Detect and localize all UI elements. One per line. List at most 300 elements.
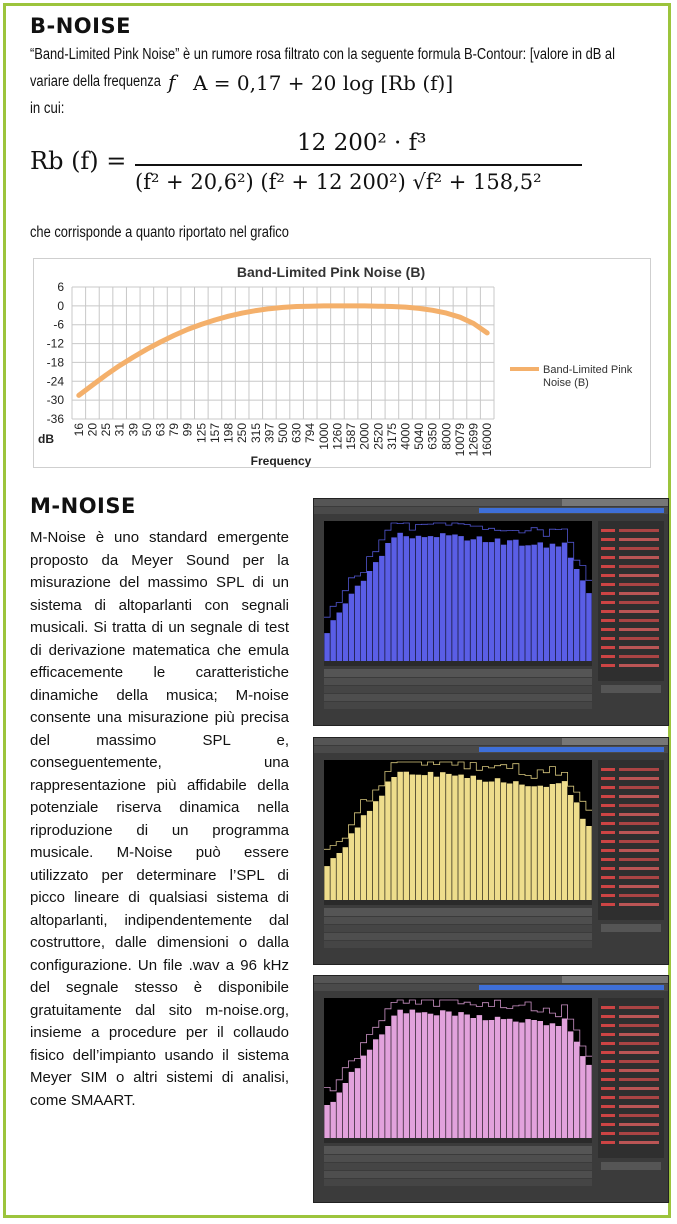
spectrum-bar [397, 1010, 403, 1138]
spectrum-bar [507, 540, 513, 661]
y-tick-label: -36 [46, 412, 64, 426]
side-panel-value [601, 565, 615, 568]
analyzer-screenshot-blue [313, 498, 669, 726]
x-tick-label: 125 [194, 423, 209, 444]
side-panel-value [619, 1024, 659, 1027]
spectrum-bar [397, 772, 403, 900]
spectrum-bar [324, 1105, 330, 1138]
spectrum-bar [367, 571, 373, 661]
side-panel-value [619, 1087, 659, 1090]
spectrum-bar [422, 775, 428, 900]
spectrum-bar [586, 593, 592, 661]
spectrum-bar [410, 1010, 416, 1138]
spectrum-bar [434, 537, 440, 661]
x-tick-label: 157 [207, 423, 222, 444]
spectrum-bar [538, 786, 544, 900]
side-panel-value [619, 628, 659, 631]
spectrum-bar [574, 569, 580, 661]
spectrum-bar [373, 801, 379, 900]
spectrum-bar [452, 535, 458, 662]
freq-axis [324, 661, 592, 666]
rb-formula-lhs: Rb (f) = [30, 147, 127, 175]
side-panel-value [601, 885, 615, 888]
spectrum-bar [349, 833, 355, 900]
spectrum-bar [544, 548, 550, 661]
side-panel-value [601, 786, 615, 789]
spectrum-bar [464, 1015, 470, 1139]
band-limited-pink-noise-chart [33, 258, 651, 468]
side-button [601, 924, 661, 932]
spectrum-bar [519, 546, 525, 661]
x-tick-label: 63 [153, 423, 168, 437]
x-tick-label: 2000 [357, 423, 372, 450]
spectrum-bar [416, 1013, 422, 1138]
side-panel-value [619, 840, 659, 843]
spectrum-bar [562, 1019, 568, 1139]
x-tick-label: 6350 [425, 423, 440, 450]
x-tick-label: 3175 [384, 423, 399, 450]
side-panel-value [601, 628, 615, 631]
side-panel-value [619, 583, 659, 586]
x-tick-label: 250 [235, 423, 250, 444]
side-panel-value [619, 592, 659, 595]
spectrum-bar [428, 772, 434, 900]
spectrum-bar [586, 826, 592, 900]
side-panel-value [601, 583, 615, 586]
spectrum-bar [367, 811, 373, 900]
bnoise-title: B-NOISE [30, 14, 131, 38]
chart-ylabel: dB [38, 432, 54, 446]
table-row [324, 1171, 592, 1178]
spectrum-bar [452, 1016, 458, 1138]
x-tick-label: 315 [248, 423, 263, 444]
side-button [601, 685, 661, 693]
x-tick-label: 16000 [480, 423, 495, 457]
side-panel-value [619, 547, 659, 550]
table-header [324, 908, 592, 916]
side-panel-value [601, 1132, 615, 1135]
spectrum-bar [513, 540, 519, 661]
spectrum-bar [379, 556, 385, 661]
spectrum-bar [568, 1031, 574, 1138]
spectrum-bar [428, 1014, 434, 1138]
side-panel-value [619, 655, 659, 658]
side-panel-value [619, 903, 659, 906]
freq-axis [324, 900, 592, 905]
side-panel-value [601, 610, 615, 613]
legend-label-line2: Noise (B) [543, 377, 589, 389]
spectrum-bar [397, 533, 403, 661]
spectrum-bar [489, 1020, 495, 1138]
side-panel-value [601, 1105, 615, 1108]
spectrum-bar [434, 777, 440, 900]
chart-intro: che corrisponde a quanto riportato nel grafico [30, 224, 289, 241]
spectrum-bar [391, 537, 397, 661]
spectrum-bar [361, 815, 367, 900]
x-tick-label: 25 [99, 423, 114, 437]
spectrum-bar [373, 1039, 379, 1138]
spectrum-bar [324, 633, 330, 661]
side-panel-value [619, 1060, 659, 1063]
side-panel-value [619, 646, 659, 649]
spectrum-bar [337, 1093, 343, 1139]
spectrum-bar [404, 1013, 410, 1138]
spectrum-bar [391, 777, 397, 900]
spectrum-bar [483, 1020, 489, 1138]
side-panel-value [619, 804, 659, 807]
spectrum-bar [531, 1020, 537, 1138]
spectrum-bar [434, 1015, 440, 1138]
side-panel-value [601, 1015, 615, 1018]
spectrum-bar [568, 795, 574, 900]
table-row [324, 1155, 592, 1162]
side-panel-value [619, 1051, 659, 1054]
side-panel-value [619, 822, 659, 825]
side-panel-value [619, 1015, 659, 1018]
mnoise-title: M-NOISE [30, 494, 136, 518]
spectrum-bar [550, 784, 556, 900]
y-tick-label: -12 [46, 336, 64, 351]
table-row [324, 678, 592, 685]
spectrum-bar [586, 1065, 592, 1138]
mnoise-body: M-Noise è uno standard emergente proposto da Meyer Sound per la misurazione del massimo SPL di un sistema di altoparlanti con segnali musicali. Si tratta di un segnale di test di derivazione matematica che emula efficacemente le caratteristiche dinamiche della musica; M-noise consente una misurazione più precisa del massimo SPL e, conseguentemente, una rappresentazione più affidabile della potenziale riserva dinamica nella riproduzione di un programma musicale. M-Noise può essere utilizzato per determinare l’SPL di picco lineare di qualsiasi sistema di altoparlanti, indipendentemente dal costruttore, dalle dimensioni o dalla configurazione. Un file .wav a 96 kHz del segnale stesso è disponibile gratuitamente dal sito m-noise.org, insieme a procedure per il collaudo fisico dell’impianto usando il sistema Meyer SIM o altri sistemi di analisi, come SMAART. [30, 529, 289, 1109]
side-panel-value [601, 1069, 615, 1072]
spectrum-bar [391, 1016, 397, 1138]
spectrum-bar [355, 828, 361, 901]
spectrum-bar [446, 774, 452, 900]
spectrum-bar [513, 1022, 519, 1138]
side-panel-value [601, 637, 615, 640]
side-panel-value [601, 804, 615, 807]
side-panel-value [601, 1078, 615, 1081]
side-panel-value [601, 795, 615, 798]
spectrum-bar [477, 780, 483, 900]
side-panel-value [601, 547, 615, 550]
active-tab [562, 499, 668, 506]
spectrum-bar [471, 539, 477, 661]
y-tick-label: -30 [46, 393, 64, 408]
spectrum-bar [337, 613, 343, 662]
subtab-active [479, 508, 664, 513]
side-panel-value [619, 777, 659, 780]
spectrum-bar [495, 539, 501, 662]
spectrum-bar [562, 543, 568, 661]
legend-label-line1: Band-Limited Pink [543, 364, 633, 376]
x-tick-label: 630 [289, 423, 304, 444]
spectrum-bar [422, 1012, 428, 1138]
side-panel-value [601, 619, 615, 622]
side-panel-value [619, 1132, 659, 1135]
frequency-symbol: f [168, 70, 176, 94]
spectrum-bar [550, 544, 556, 661]
spectrum-bar [440, 533, 446, 661]
spectrum-bar [471, 776, 477, 900]
spectrum-bar [385, 543, 391, 661]
spectrum-bar [574, 802, 580, 900]
table-row [324, 917, 592, 924]
spectrum-bar [519, 1023, 525, 1139]
side-panel-value [601, 858, 615, 861]
side-panel-value [619, 813, 659, 816]
chart-svg [34, 259, 650, 467]
x-tick-label: 397 [262, 423, 277, 444]
side-panel-value [601, 574, 615, 577]
spectrum-bar [404, 772, 410, 900]
spectrum-bar [477, 536, 483, 661]
side-panel-value [619, 1006, 659, 1009]
spectrum-bar [416, 536, 422, 661]
spectrum-bar [556, 547, 562, 662]
side-panel-value [619, 858, 659, 861]
side-panel-value [601, 601, 615, 604]
side-panel-value [601, 822, 615, 825]
side-panel-value [601, 867, 615, 870]
x-tick-label: 39 [126, 423, 141, 437]
side-panel-value [619, 849, 659, 852]
spectrum-bar [495, 778, 501, 900]
side-panel-value [619, 894, 659, 897]
spectrum-bar [446, 1012, 452, 1139]
side-panel-value [619, 1033, 659, 1036]
side-panel-value [619, 619, 659, 622]
spectrum-bar [495, 1017, 501, 1138]
side-panel-value [601, 1024, 615, 1027]
side-panel-value [601, 655, 615, 658]
spectrum-bar [337, 853, 343, 900]
y-tick-label: -18 [46, 355, 64, 370]
side-panel-value [619, 538, 659, 541]
x-tick-label: 12699 [466, 423, 481, 457]
rb-formula-denominator: (f² + 20,6²) (f² + 12 200²) √f² + 158,5² [135, 170, 542, 194]
side-panel-value [619, 1105, 659, 1108]
side-panel-value [619, 1114, 659, 1117]
spectrum-bar [544, 1025, 550, 1138]
side-panel-value [619, 529, 659, 532]
x-tick-label: 99 [180, 423, 195, 437]
y-tick-label: 0 [57, 298, 64, 313]
spectrum-bar [483, 782, 489, 900]
subtab-active [479, 985, 664, 990]
spectrum-bar [471, 1018, 477, 1138]
x-tick-label: 794 [303, 423, 318, 444]
spectrum-bar [349, 1072, 355, 1138]
side-panel-value [619, 795, 659, 798]
table-header [324, 1146, 592, 1154]
x-tick-label: 50 [139, 423, 154, 437]
side-panel-value [601, 1141, 615, 1144]
spectrum-bar [580, 819, 586, 900]
spectrum-bar [477, 1015, 483, 1138]
x-tick-label: 198 [221, 423, 236, 444]
side-panel-value [601, 664, 615, 667]
formula-a: A = 0,17 + 20 log [Rb (f)] [193, 71, 454, 95]
x-tick-label: 2520 [371, 423, 386, 450]
table-header [324, 669, 592, 677]
x-tick-label: 20 [85, 423, 100, 437]
side-panel-value [601, 1096, 615, 1099]
side-panel-value [601, 1087, 615, 1090]
spectrum-bar [367, 1050, 373, 1138]
spectrum-bar [355, 1068, 361, 1138]
side-panel-value [619, 867, 659, 870]
side-panel-value [601, 840, 615, 843]
spectrum-bar [410, 538, 416, 661]
side-panel-value [601, 831, 615, 834]
spectrum-bar [343, 1083, 349, 1138]
spectrum-bar [373, 562, 379, 661]
spectrum-bar [568, 558, 574, 661]
side-panel-value [601, 1060, 615, 1063]
spectrum-bar [519, 785, 525, 900]
side-panel-value [619, 574, 659, 577]
table-row [324, 1163, 592, 1170]
spectrum-bar [513, 781, 519, 900]
x-tick-label: 10079 [452, 423, 467, 457]
spectrum-bar [464, 778, 470, 900]
y-tick-label: -24 [46, 374, 64, 389]
rb-formula-numerator: 12 200² · f³ [297, 130, 427, 156]
chart-xlabel: Frequency [250, 454, 312, 467]
spectrum-bar [404, 536, 410, 661]
spectrum-bar [452, 776, 458, 900]
y-tick-label: 6 [57, 280, 64, 294]
x-tick-label: 1260 [330, 423, 345, 450]
spectrum-bar [416, 775, 422, 900]
spectrum-bar [343, 847, 349, 900]
side-panel-value [619, 876, 659, 879]
side-panel-value [619, 610, 659, 613]
spectrum-bar [330, 620, 336, 661]
side-panel-value [619, 768, 659, 771]
in-cui-label: in cui: [30, 100, 65, 117]
spectrum-bar [538, 1021, 544, 1138]
spectrum-bar [507, 784, 513, 901]
spectrum-bar [349, 594, 355, 661]
spectrum-bar [507, 1019, 513, 1138]
side-panel-value [619, 637, 659, 640]
spectrum-bar [501, 1019, 507, 1138]
x-tick-label: 8000 [439, 423, 454, 450]
side-panel-value [601, 777, 615, 780]
spectrum-bar [324, 866, 330, 900]
side-panel-value [619, 1096, 659, 1099]
spectrum-bar [330, 1102, 336, 1138]
chart-title: Band-Limited Pink Noise (B) [236, 264, 426, 280]
side-panel-value [619, 1042, 659, 1045]
side-panel-value [601, 556, 615, 559]
spectrum-bar [489, 542, 495, 661]
bnoise-intro-line1: “Band-Limited Pink Noise” è un rumore rosa filtrato con la seguente formula B-Contour: [valore in dB al [30, 46, 615, 63]
y-tick-label: -6 [53, 317, 64, 332]
x-tick-label: 16 [71, 423, 86, 437]
side-panel-value [601, 894, 615, 897]
spectrum-bar [489, 782, 495, 901]
bnoise-intro-line2: variare della frequenza [30, 73, 161, 90]
spectrum-bar [458, 1012, 464, 1138]
spectrum-bar [574, 1042, 580, 1138]
side-panel-value [619, 885, 659, 888]
spectrum-bar [458, 536, 464, 661]
side-panel-value [601, 849, 615, 852]
side-panel-value [619, 664, 659, 667]
spectrum-bar [379, 1034, 385, 1138]
spectrum-bar [556, 783, 562, 900]
spectrum-bar [525, 545, 531, 661]
side-panel-value [619, 601, 659, 604]
x-tick-label: 79 [167, 423, 182, 437]
spectrum-bar [464, 541, 470, 662]
freq-axis [324, 1138, 592, 1143]
side-panel-value [619, 565, 659, 568]
table-row [324, 702, 592, 709]
side-panel-value [601, 1114, 615, 1117]
side-panel-value [601, 813, 615, 816]
side-panel-value [601, 768, 615, 771]
spectrum-bar [428, 536, 434, 661]
spectrum-bar [525, 786, 531, 900]
analyzer-screenshot-yellow [313, 737, 669, 965]
side-panel-value [601, 876, 615, 879]
side-button [601, 1162, 661, 1170]
x-tick-label: 31 [112, 423, 127, 437]
side-panel-value [601, 538, 615, 541]
side-panel-value [601, 592, 615, 595]
spectrum-bar [440, 1010, 446, 1138]
side-panel-value [601, 1051, 615, 1054]
spectrum-bar [550, 1023, 556, 1138]
x-tick-label: 1587 [344, 423, 359, 450]
spectrum-bar [483, 542, 489, 661]
analyzer-screenshot-pink [313, 975, 669, 1203]
active-tab [562, 738, 668, 745]
table-row [324, 686, 592, 693]
side-panel-value [601, 1123, 615, 1126]
table-row [324, 941, 592, 948]
spectrum-bar [422, 537, 428, 661]
side-panel-value [619, 1141, 659, 1144]
table-row [324, 925, 592, 932]
spectrum-bar [458, 775, 464, 900]
subtab-active [479, 747, 664, 752]
spectrum-bar [544, 787, 550, 900]
x-tick-label: 5040 [412, 423, 427, 450]
side-panel-value [601, 1033, 615, 1036]
side-panel-value [619, 1123, 659, 1126]
spectrum-bar [580, 580, 586, 661]
side-panel-value [601, 529, 615, 532]
spectrum-bar [361, 581, 367, 661]
table-row [324, 694, 592, 701]
spectrum-bar [501, 782, 507, 900]
active-tab [562, 976, 668, 983]
side-panel-value [619, 1069, 659, 1072]
x-tick-label: 500 [276, 423, 290, 444]
spectrum-bar [440, 772, 446, 900]
spectrum-bar [525, 1019, 531, 1138]
side-panel-value [619, 786, 659, 789]
spectrum-bar [446, 535, 452, 661]
spectrum-bar [343, 603, 349, 661]
side-panel-value [601, 1006, 615, 1009]
table-row [324, 1179, 592, 1186]
spectrum-bar [361, 1056, 367, 1138]
spectrum-bar [562, 781, 568, 900]
side-panel-value [619, 831, 659, 834]
spectrum-bar [556, 1026, 562, 1138]
spectrum-bar [330, 858, 336, 900]
spectrum-bar [385, 782, 391, 901]
side-panel-value [619, 1078, 659, 1081]
